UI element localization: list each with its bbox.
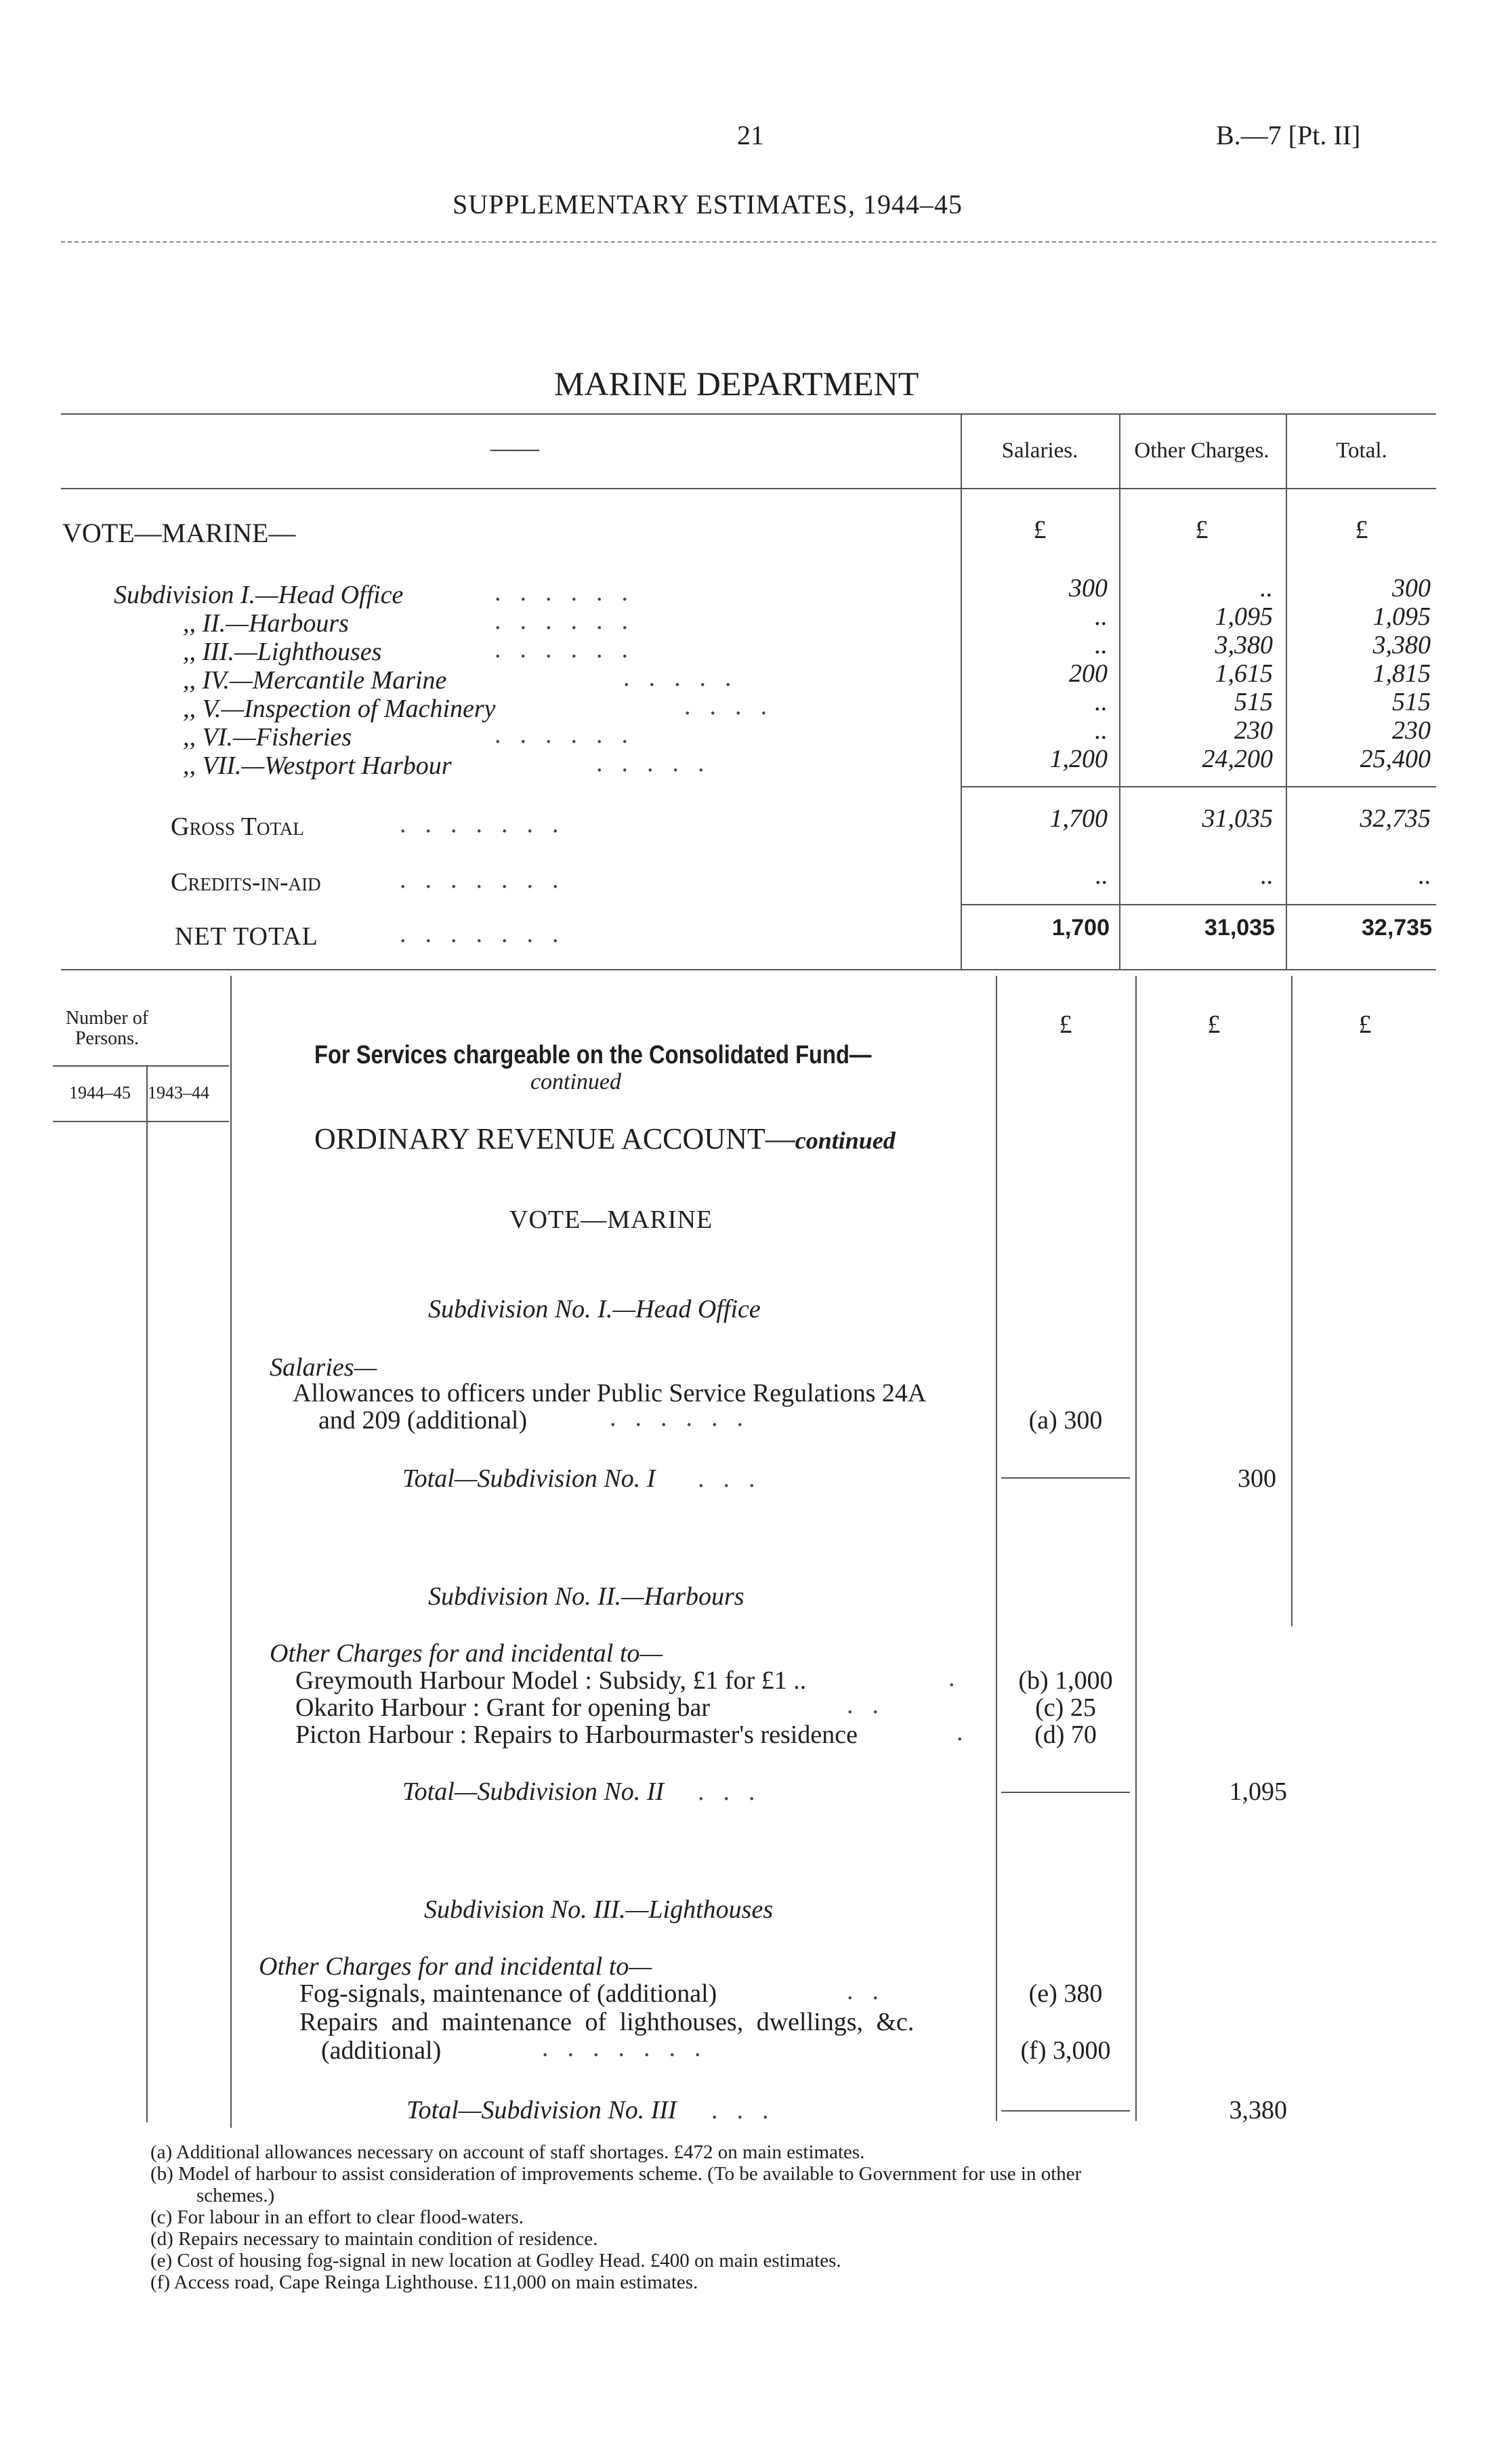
other-currency: £ [1195, 516, 1209, 544]
detail-currency: £ [1358, 1010, 1372, 1039]
footnote-d: (d) Repairs necessary to maintain condition of residence. [150, 2228, 598, 2250]
net-total-label: NET TOTAL [175, 922, 318, 951]
document-reference: B.—7 [Pt. II] [1216, 120, 1361, 150]
summary-row-total: 1,815 [1372, 659, 1431, 688]
leader-dots: ....... [542, 2034, 720, 2062]
text-col-line [230, 976, 232, 2128]
net-other: 31,035 [1204, 915, 1275, 941]
leader-dots: ...... [495, 578, 647, 606]
sub3-item2-line2: (additional) [321, 2036, 442, 2065]
sub1-total-rule [1001, 1477, 1130, 1479]
net-salaries: 1,700 [1051, 915, 1110, 941]
summary-row-label: ,, II.—Harbours [183, 609, 349, 638]
leader-dots: .. [847, 1691, 898, 1719]
leader-dots: ... [698, 1464, 774, 1493]
leader-dots: . [957, 1718, 982, 1746]
sub3-total-amount: 3,380 [1229, 2096, 1287, 2124]
summary-row-salaries: .. [1095, 631, 1108, 659]
page-number: 21 [737, 120, 764, 150]
footnote-c: (c) For labour in an effort to clear flood-waters. [150, 2206, 524, 2228]
sub1-item-line1: Allowances to officers under Public Service Regulations 24A [293, 1379, 927, 1407]
persons-col-line [146, 1065, 148, 2122]
sub1-title: Subdivision No. I.—Head Office [428, 1295, 761, 1323]
credits-other: .. [1260, 861, 1273, 890]
leader-dots: ... [711, 2096, 788, 2124]
summary-bottom-rule [61, 969, 1436, 970]
sub1-total-label: Total—Subdivision No. I [402, 1464, 656, 1493]
salaries-currency: £ [1033, 516, 1047, 544]
sub2-total-rule [1001, 1792, 1130, 1793]
summary-row-other: 1,615 [1215, 659, 1273, 688]
footnote-a: (a) Additional allowances necessary on account of staff shortages. £472 on main estimates. [150, 2141, 865, 2163]
credits-salaries: .. [1095, 861, 1108, 890]
leader-dots: ....... [400, 920, 578, 948]
summary-row-other: .. [1260, 574, 1273, 602]
amount-col-line [996, 976, 997, 2121]
total-currency: £ [1355, 516, 1368, 544]
gross-total: 32,735 [1360, 804, 1431, 833]
total-header: Total. [1336, 438, 1387, 463]
sub2-item-amount: (b) 1,000 [1018, 1666, 1113, 1695]
leader-dots: ..... [623, 663, 751, 692]
summary-header-rule [61, 488, 1436, 489]
leader-dots: ...... [610, 1403, 762, 1432]
summary-row-other: 24,200 [1202, 745, 1273, 773]
account-heading [314, 1121, 896, 1156]
running-title: SUPPLEMENTARY ESTIMATES, 1944–45 [453, 189, 963, 220]
sub2-title: Subdivision No. II.—Harbours [428, 1582, 744, 1611]
footnote-f: (f) Access road, Cape Reinga Lighthouse. £11,000 on main estimates. [150, 2271, 698, 2293]
sub3-item2-line1: Repairs and maintenance of lighthouses, dwellings, &c. [299, 2008, 915, 2036]
total-col-line [1291, 976, 1293, 1626]
net-total: 32,735 [1362, 915, 1432, 941]
summary-row-other: 3,380 [1215, 631, 1273, 659]
sub2-item: Picton Harbour : Repairs to Harbourmaster's residence [295, 1721, 858, 1749]
salaries-header: Salaries. [1001, 438, 1078, 463]
sub3-total-label: Total—Subdivision No. III [406, 2096, 677, 2124]
summary-row-other: 230 [1234, 716, 1273, 745]
summary-row-label: ,, IV.—Mercantile Marine [183, 666, 447, 695]
leader-dots: ... [698, 1777, 774, 1806]
sub2-item-amount: (c) 25 [1035, 1693, 1096, 1722]
sub2-total-amount: 1,095 [1229, 1777, 1287, 1806]
summary-row-salaries: 200 [1069, 659, 1108, 688]
sub3-title: Subdivision No. III.—Lighthouses [424, 1895, 774, 1924]
summary-row-salaries: .. [1095, 716, 1108, 745]
sub1-item-amount: (a) 300 [1028, 1406, 1103, 1435]
sub1-group: Salaries— [270, 1353, 377, 1382]
footnote-e: (e) Cost of housing fog-signal in new location at Godley Head. £400 on main estimates. [150, 2250, 841, 2271]
leader-dots: ...... [495, 606, 647, 635]
sub3-total-rule [1001, 2110, 1130, 2112]
gross-rule [962, 786, 1436, 787]
sub3-item1-amount: (e) 380 [1028, 1979, 1103, 2008]
summary-row-salaries: .. [1095, 602, 1108, 631]
summary-row-label: Subdivision I.—Head Office [114, 581, 404, 609]
credits-label: Credits-in-aid [171, 868, 321, 897]
detail-currency: £ [1207, 1010, 1221, 1039]
persons-rule [53, 1121, 229, 1122]
other-charges-header: Other Charges. [1134, 438, 1269, 463]
summary-row-label: ,, VI.—Fisheries [183, 723, 352, 752]
department-title: MARINE DEPARTMENT [554, 365, 919, 403]
vote-marine-label: VOTE—MARINE— [62, 518, 296, 548]
gross-salaries: 1,700 [1049, 804, 1108, 833]
footnote-b-cont: schemes.) [196, 2185, 275, 2206]
sub3-group: Other Charges for and incidental to— [259, 1952, 652, 1981]
sub2-item: Okarito Harbour : Grant for opening bar [295, 1693, 711, 1722]
summary-row-salaries: 1,200 [1049, 745, 1108, 773]
summary-row-other: 515 [1234, 688, 1273, 716]
subtotal-col-line [1135, 976, 1137, 2121]
leader-dots: ....... [400, 865, 578, 894]
summary-row-label: ,, III.—Lighthouses [183, 638, 382, 666]
leader-dots: ...... [495, 720, 647, 749]
summary-row-label: ,, V.—Inspection of Machinery [183, 695, 496, 723]
sub2-item: Greymouth Harbour Model : Subsidy, £1 for £1 .. [295, 1666, 807, 1695]
consolidated-fund-heading: For Services chargeable on the Consolidated Fund— [314, 1041, 872, 1069]
account-title: ORDINARY REVENUE ACCOUNT— [314, 1122, 795, 1155]
net-rule [962, 904, 1436, 905]
footnote-b: (b) Model of harbour to assist consideration of improvements scheme. (To be available to Government for use in other [150, 2163, 1082, 2185]
summary-row-total: 3,380 [1372, 631, 1431, 659]
sub1-item-line2: and 209 (additional) [318, 1406, 528, 1435]
detail-currency: £ [1059, 1010, 1072, 1039]
summary-top-rule [61, 413, 1436, 415]
year-1944-45: 1944–45 [69, 1083, 131, 1103]
account-continued: continued [795, 1127, 896, 1154]
gross-other: 31,035 [1202, 804, 1273, 833]
leader-dots: . [948, 1664, 974, 1692]
sub3-item1: Fog-signals, maintenance of (additional) [299, 1979, 717, 2008]
heading-continued: continued [530, 1069, 622, 1094]
year-1943-44: 1943–44 [148, 1083, 209, 1103]
summary-row-other: 1,095 [1215, 602, 1273, 631]
sub3-item2-amount: (f) 3,000 [1020, 2036, 1111, 2065]
persons-header: Number of Persons. [65, 1008, 149, 1049]
summary-row-salaries: .. [1095, 688, 1108, 716]
leader-dots: ..... [596, 749, 723, 777]
gross-total-label: Gross Total [171, 812, 304, 841]
sub2-total-label: Total—Subdivision No. II [402, 1777, 665, 1806]
persons-rule [53, 1065, 229, 1067]
summary-row-total: 1,095 [1372, 602, 1431, 631]
summary-row-label: ,, VII.—Westport Harbour [183, 752, 452, 780]
credits-total: .. [1418, 861, 1431, 890]
sub2-group: Other Charges for and incidental to— [270, 1639, 663, 1668]
header-rule [61, 241, 1436, 243]
leader-dots: ....... [400, 810, 578, 838]
summary-row-total: 515 [1392, 688, 1431, 716]
summary-row-total: 300 [1392, 574, 1431, 602]
sub1-total-amount: 300 [1238, 1464, 1276, 1493]
leader-dots: .. [847, 1977, 898, 2005]
summary-row-total: 25,400 [1360, 745, 1431, 773]
summary-row-salaries: 300 [1069, 574, 1108, 602]
summary-blank-header: —— [490, 434, 539, 461]
summary-row-total: 230 [1392, 716, 1431, 745]
vote-marine-heading: VOTE—MARINE [509, 1206, 713, 1234]
sub2-item-amount: (d) 70 [1034, 1721, 1097, 1749]
leader-dots: ...... [495, 635, 647, 663]
leader-dots: .... [684, 692, 786, 720]
